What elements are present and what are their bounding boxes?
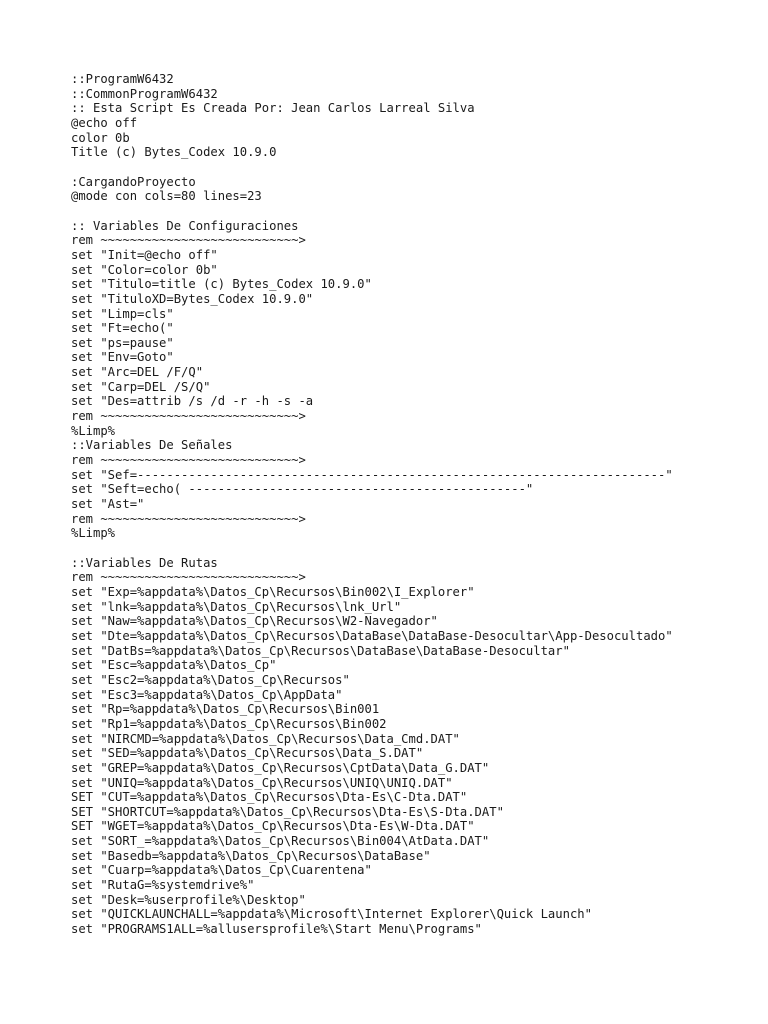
code-line: @mode con cols=80 lines=23 [71, 189, 262, 204]
code-line: rem ~~~~~~~~~~~~~~~~~~~~~~~~~~~> [71, 409, 306, 424]
code-line: rem ~~~~~~~~~~~~~~~~~~~~~~~~~~~> [71, 570, 306, 585]
code-line: %Limp% [71, 526, 116, 541]
code-line: set "Basedb=%appdata%\Datos_Cp\Recursos\DataBase" [71, 848, 431, 863]
blank-line [71, 204, 751, 219]
code-line: set "Naw=%appdata%\Datos_Cp\Recursos\W2-Navegador" [71, 614, 438, 629]
code-line: set "TituloXD=Bytes_Codex 10.9.0" [71, 291, 314, 306]
code-line: set "Rp=%appdata%\Datos_Cp\Recursos\Bin001 [71, 702, 380, 717]
code-line: rem ~~~~~~~~~~~~~~~~~~~~~~~~~~~> [71, 453, 306, 468]
code-line: %Limp% [71, 423, 116, 438]
code-line: set "Arc=DEL /F/Q" [71, 365, 204, 380]
blank-line [71, 160, 751, 175]
code-line: set "ps=pause" [71, 335, 174, 350]
code-line: set "Sef=------------------------------------------------------------------------" [71, 467, 673, 482]
code-line: set "PROGRAMS1ALL=%allusersprofile%\Start Menu\Programs" [71, 922, 482, 937]
code-line: set "GREP=%appdata%\Datos_Cp\Recursos\CptData\Data_G.DAT" [71, 760, 490, 775]
code-line: set "Desk=%userprofile%\Desktop" [71, 892, 306, 907]
blank-line [71, 541, 751, 556]
code-line: set "Esc3=%appdata%\Datos_Cp\AppData" [71, 687, 343, 702]
code-line: set "Limp=cls" [71, 306, 174, 321]
code-line: ::CommonProgramW6432 [71, 86, 218, 101]
code-line: set "Ast=" [71, 497, 145, 512]
code-line: ::Variables De Señales [71, 438, 233, 453]
code-line: set "Rp1=%appdata%\Datos_Cp\Recursos\Bin002 [71, 716, 387, 731]
code-line: set "RutaG=%systemdrive%" [71, 878, 255, 893]
code-line: set "Cuarp=%appdata%\Datos_Cp\Cuarentena" [71, 863, 372, 878]
code-line: set "UNIQ=%appdata%\Datos_Cp\Recursos\UNIQ\UNIQ.DAT" [71, 775, 453, 790]
code-line: set "Esc2=%appdata%\Datos_Cp\Recursos" [71, 672, 350, 687]
code-line: set "Ft=echo(" [71, 321, 174, 336]
code-line: SET "CUT=%appdata%\Datos_Cp\Recursos\Dta-Es\C-Dta.DAT" [71, 790, 468, 805]
code-line: set "SED=%appdata%\Datos_Cp\Recursos\Data_S.DAT" [71, 746, 424, 761]
code-line: rem ~~~~~~~~~~~~~~~~~~~~~~~~~~~> [71, 511, 306, 526]
code-line: set "Titulo=title (c) Bytes_Codex 10.9.0" [71, 277, 372, 292]
code-line: SET "WGET=%appdata%\Datos_Cp\Recursos\Dta-Es\W-Dta.DAT" [71, 819, 475, 834]
code-line: set "Carp=DEL /S/Q" [71, 379, 211, 394]
script-text-block [71, 72, 751, 937]
code-line: set "Esc=%appdata%\Datos_Cp" [71, 658, 277, 673]
code-line: set "Init=@echo off" [71, 247, 218, 262]
code-line: set "Dte=%appdata%\Datos_Cp\Recursos\DataBase\DataBase-Desocultar\App-Desocultado" [71, 628, 673, 643]
code-line: set "Des=attrib /s /d -r -h -s -a [71, 394, 314, 409]
code-line: :: Esta Script Es Creada Por: Jean Carlos Larreal Silva [71, 101, 475, 116]
code-line: :: Variables De Configuraciones [71, 218, 299, 233]
code-line: set "NIRCMD=%appdata%\Datos_Cp\Recursos\Data_Cmd.DAT" [71, 731, 460, 746]
code-line: SET "SHORTCUT=%appdata%\Datos_Cp\Recursos\Dta-Es\S-Dta.DAT" [71, 804, 504, 819]
code-line: set "DatBs=%appdata%\Datos_Cp\Recursos\DataBase\DataBase-Desocultar" [71, 643, 570, 658]
code-line: @echo off [71, 115, 138, 130]
code-line: set "QUICKLAUNCHALL=%appdata%\Microsoft\Internet Explorer\Quick Launch" [71, 907, 592, 922]
code-line: :CargandoProyecto [71, 174, 196, 189]
code-line: color 0b [71, 130, 130, 145]
code-line: set "Exp=%appdata%\Datos_Cp\Recursos\Bin002\I_Explorer" [71, 584, 475, 599]
code-line: set "Color=color 0b" [71, 262, 218, 277]
code-line: set "Env=Goto" [71, 350, 174, 365]
code-line: set "Seft=echo( ----------------------------------------------" [71, 482, 534, 497]
code-line: Title (c) Bytes_Codex 10.9.0 [71, 145, 277, 160]
code-line: set "lnk=%appdata%\Datos_Cp\Recursos\lnk_Url" [71, 599, 402, 614]
code-line: set "SORT_=%appdata%\Datos_Cp\Recursos\Bin004\AtData.DAT" [71, 834, 490, 849]
code-line: ::Variables De Rutas [71, 555, 218, 570]
code-line: rem ~~~~~~~~~~~~~~~~~~~~~~~~~~~> [71, 233, 306, 248]
code-line: ::ProgramW6432 [71, 72, 174, 86]
